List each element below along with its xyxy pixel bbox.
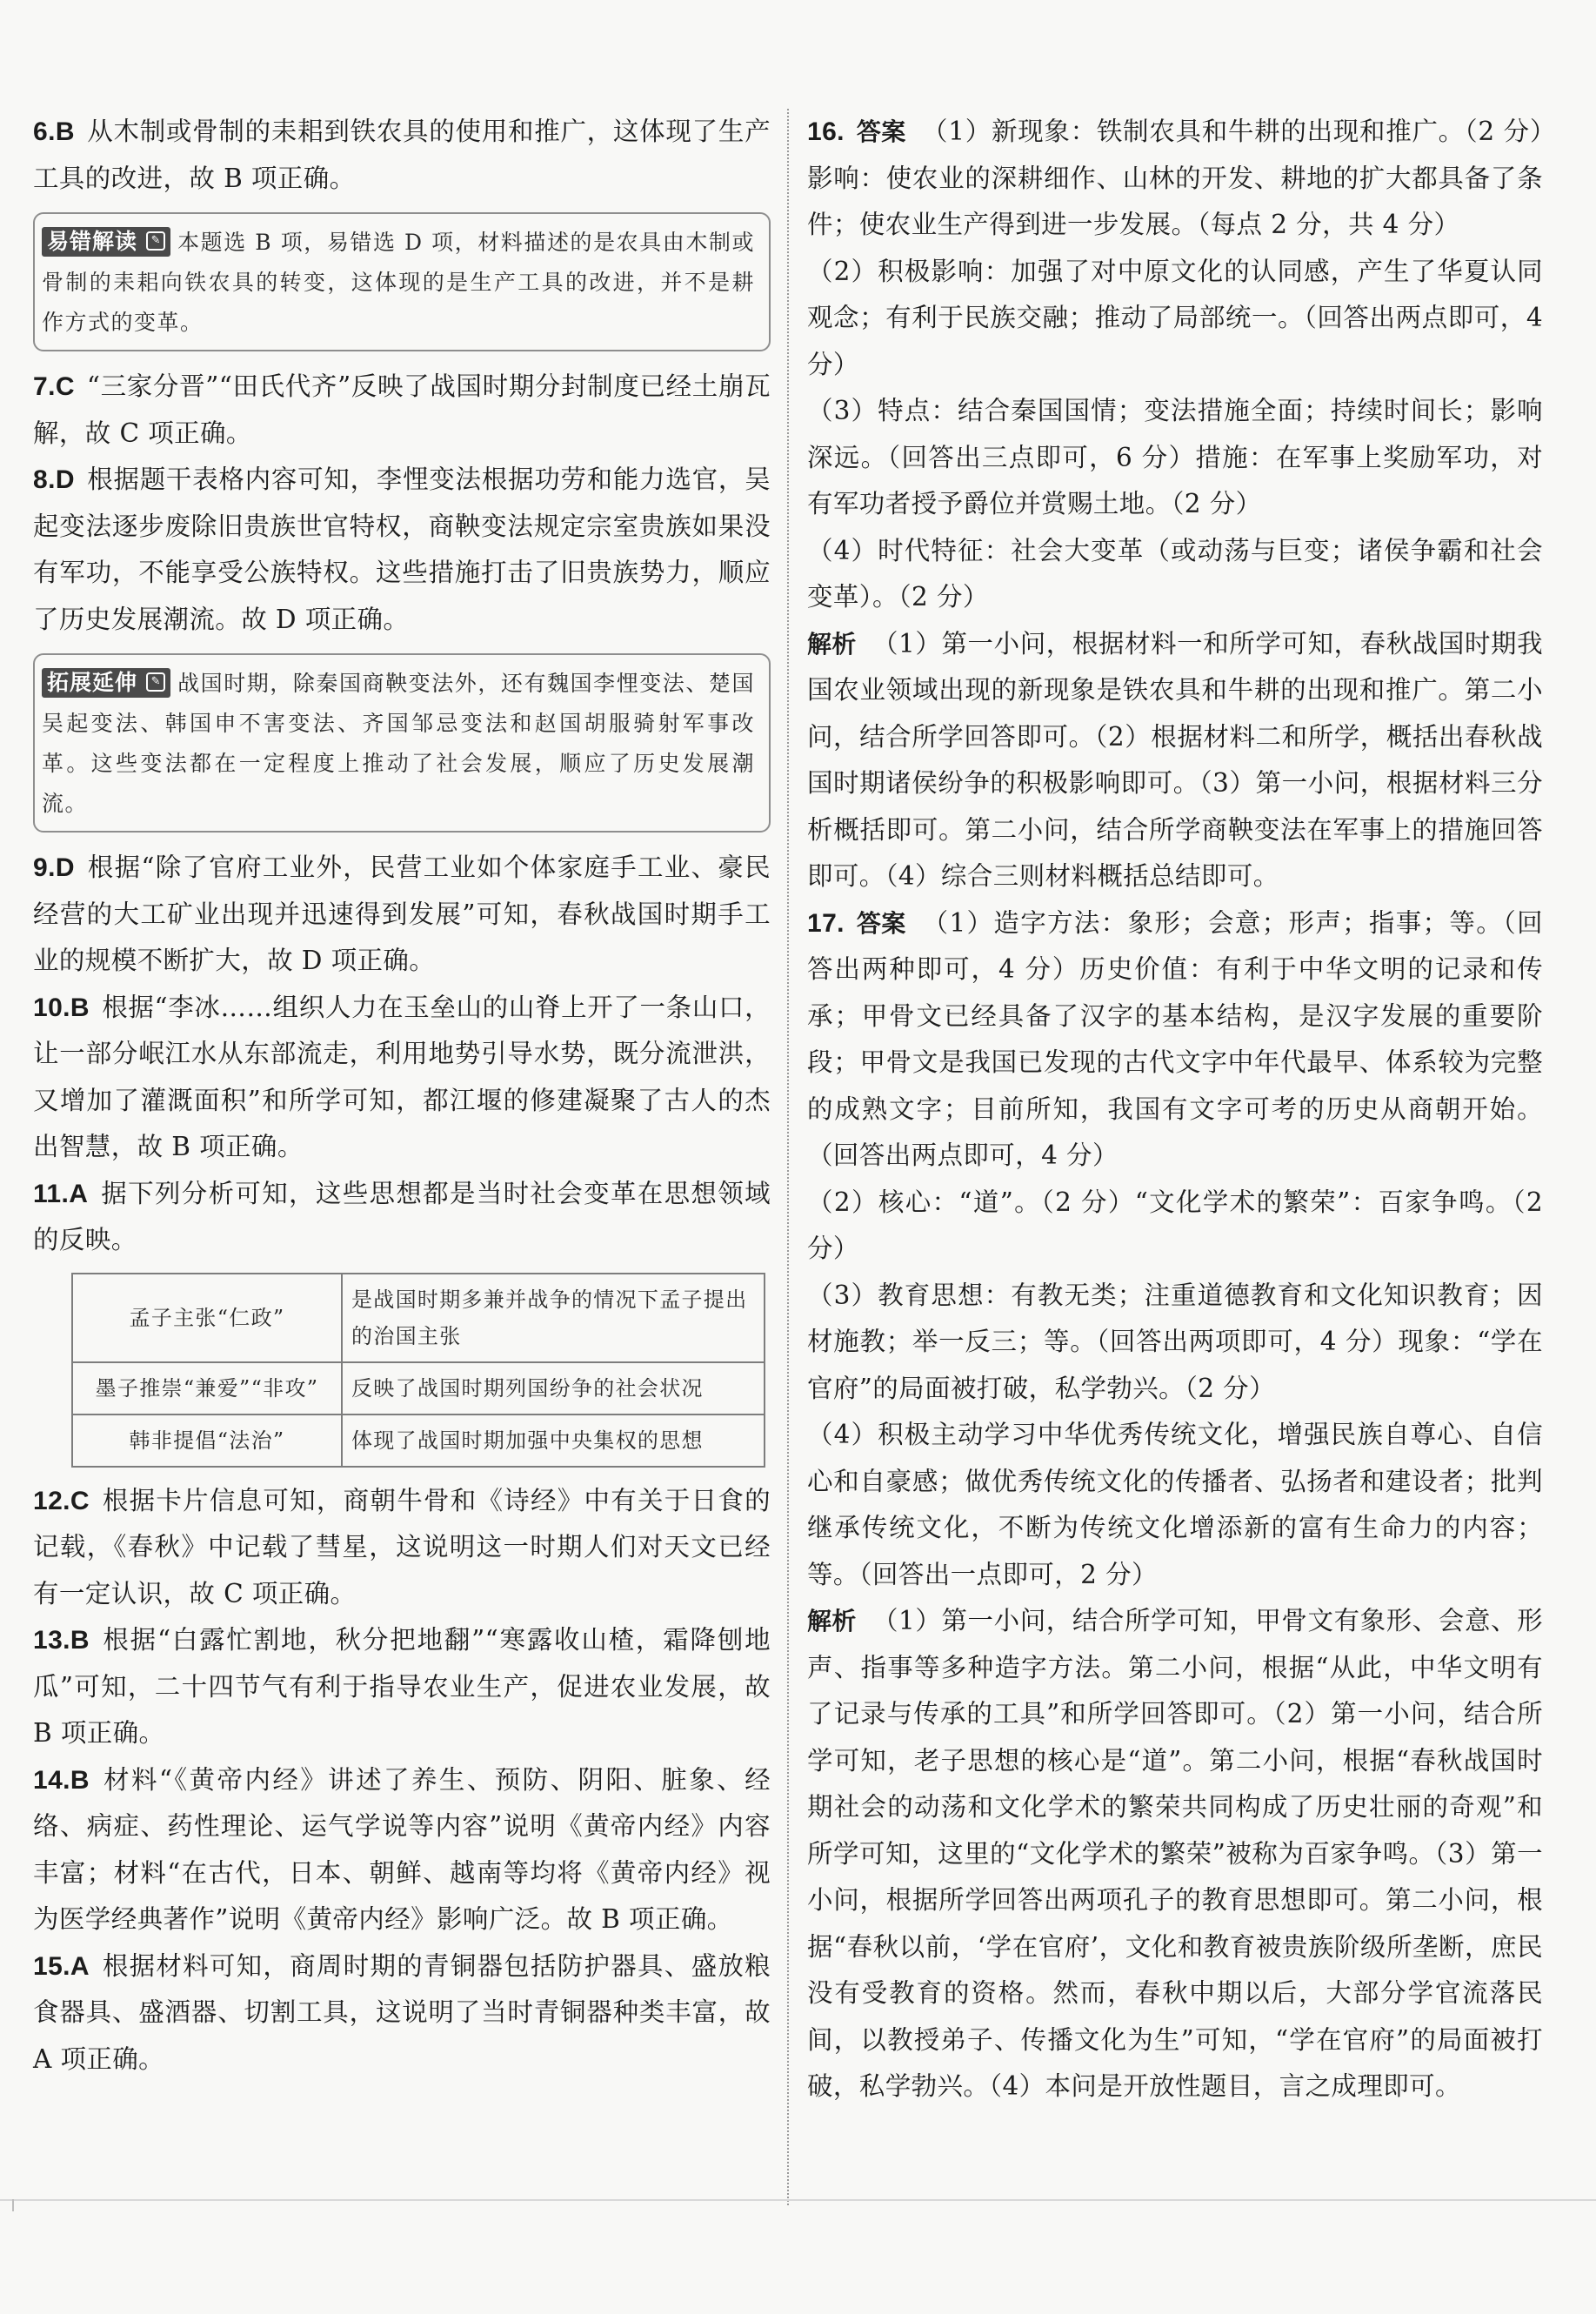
- book-icon: ✎: [146, 672, 165, 692]
- question-number: 14.B: [33, 1765, 90, 1795]
- right-column: [807, 109, 1543, 2110]
- answer-text: 根据卡片信息可知，商朝牛骨和《诗经》中有关于日食的记载，《春秋》中记载了彗星，这说明这一时期人们对天文已经有一定认识，故 C 项正确。: [33, 1485, 771, 1608]
- analysis-text: （1）第一小问，结合所学可知，甲骨文有象形、会意、形声、指事等多种造字方法。第二小问，根据“从此，中华文明有了记录与传承的工具”和所学回答即可。（2）第一小问，结合所学可知，老子思想的核心是“道”。第二小问，根据“春秋战国时期社会的动荡和文化学术的繁荣共同构成了历史壮丽的奇观”和所学可知，这里的“文化学术的繁荣”被称为百家争鸣。（3）第一小问，根据所学回答出两项孔子的教育思想即可。第二小问，根据“春秋以前，‘学在官府’，文化和教育被贵族阶级所垄断，庶民没有受教育的资格。然而，春秋中期以后，大部分学官流落民间，以教授弟子、传播文化为生”可知，“学在官府”的局面被打破，私学勃兴。（4）本问是开放性题目，言之成理即可。: [807, 1606, 1543, 2101]
- answer-text: 根据“除了官府工业外，民营工业如个体家庭手工业、豪民经营的大工矿业出现并迅速得到发展”可知，春秋战国时期手工业的规模不断扩大，故 D 项正确。: [33, 853, 771, 975]
- answer-14: [33, 1757, 771, 1943]
- answer-7: [33, 364, 771, 457]
- answer-text: （4）时代特征：社会大变革（或动荡与巨变；诸侯争霸和社会变革）。（2 分）: [807, 535, 1543, 612]
- analysis-label: 解析: [807, 1607, 857, 1635]
- answer-text: 从木制或骨制的耒耜到铁农具的使用和推广，这体现了生产工具的改进，故 B 项正确。: [33, 117, 771, 193]
- answer-17-part-1: [807, 900, 1543, 1180]
- analysis-16: [807, 621, 1543, 900]
- answer-8: [33, 457, 771, 643]
- answer-16-part-3: [807, 388, 1543, 528]
- table-row: [72, 1362, 765, 1414]
- answer-text: （1）新现象：铁制农具和牛耕的出现和推广。（2 分）影响：使农业的深耕细作、山林的开发、耕地的扩大都具备了条件；使农业生产得到进一步发展。（每点 2 分，共 4 分）: [807, 117, 1543, 239]
- answer-17-part-3: [807, 1273, 1543, 1413]
- question-number: 15.A: [33, 1951, 90, 1981]
- question-number: 12.C: [33, 1486, 90, 1515]
- answer-text: 根据材料可知，商周时期的青铜器包括防护器具、盛放粮食器具、盛酒器、切割工具，这说明了当时青铜器种类丰富，故 A 项正确。: [33, 1950, 771, 2074]
- answer-text: （4）积极主动学习中华优秀传统文化，增强民族自尊心、自信心和自豪感；做优秀传统文化的传播者、弘扬者和建设者；批判继承传统文化，不断为传统文化增添新的富有生命力的内容；等。（回答出一点即可，2 分）: [807, 1420, 1543, 1589]
- answer-text: （2）核心：“道”。（2 分）“文化学术的繁荣”：百家争鸣。（2 分）: [807, 1187, 1543, 1263]
- book-icon: ✎: [146, 231, 165, 251]
- answer-17-part-4: [807, 1412, 1543, 1598]
- answer-text: 材料“《黄帝内经》讲述了养生、预防、阴阳、脏象、经络、病症、药性理论、运气学说等内容”说明《黄帝内经》内容丰富；材料“在古代，日本、朝鲜、越南等均将《黄帝内经》视为医学经典著作”说明《黄帝内经》影响广泛。故 B 项正确。: [33, 1764, 771, 1934]
- answer-13: [33, 1617, 771, 1757]
- box-text: 战国时期，除秦国商鞅变法外，还有魏国李悝变法、楚国吴起变法、韩国申不害变法、齐国邹忌变法和赵国胡服骑射军事改革。这些变法都在一定程度上推动了社会发展，顺应了历史发展潮流。: [42, 671, 755, 816]
- question-number: 11.A: [33, 1179, 89, 1208]
- question-number: 17.: [807, 908, 845, 938]
- answer-text: 据下列分析可知，这些思想都是当时社会变革在思想领域的反映。: [33, 1178, 771, 1254]
- analysis-label: 解析: [807, 629, 857, 659]
- answer-text: （3）特点：结合秦国国情；变法措施全面；持续时间长；影响深远。（回答出三点即可，6 分）措施：在军事上奖励军功，对有军功者授予爵位并赏赐土地。（2 分）: [807, 396, 1543, 518]
- answer-15: [33, 1943, 771, 2083]
- question-number: 16.: [807, 117, 845, 146]
- bottom-rule: [0, 2199, 1596, 2201]
- answer-text: （3）教育思想：有教无类；注重道德教育和文化知识教育；因材施教；举一反三；等。（回答出两项即可，4 分）现象：“学在官府”的局面被打破，私学勃兴。（2 分）: [807, 1280, 1543, 1403]
- answer-text: 根据题干表格内容可知，李悝变法根据功劳和能力选官，吴起变法逐步废除旧贵族世官特权，商鞅变法规定宗室贵族如果没有军功，不能享受公族特权。这些措施打击了旧贵族势力，顺应了历史发展潮流。故 D 项正确。: [33, 465, 771, 634]
- analysis-text: （1）第一小问，根据材料一和所学可知，春秋战国时期我国农业领域出现的新现象是铁农具和牛耕的出现和推广。第二小问，结合所学回答即可。（2）根据材料二和所学，概括出春秋战国时期诸侯纷争的积极影响即可。（3）第一小问，根据材料三分析概括即可。第二小问，结合所学商鞅变法在军事上的措施回答即可。（4）综合三则材料概括总结即可。: [807, 628, 1543, 891]
- answer-17-part-2: [807, 1180, 1543, 1273]
- answer-16-part-4: [807, 528, 1543, 621]
- answer-6: [33, 109, 771, 202]
- table-cell: 是战国时期多兼并战争的情况下孟子提出的治国主张: [342, 1274, 765, 1362]
- extension-badge: [42, 668, 170, 698]
- table-cell: 孟子主张“仁政”: [72, 1274, 342, 1362]
- answer-text: 根据“白露忙割地，秋分把地翻”“寒露收山楂，霜降刨地瓜”可知，二十四节气有利于指导农业生产，促进农业发展，故 B 项正确。: [33, 1625, 771, 1748]
- table-cell: 韩非提倡“法治”: [72, 1414, 342, 1467]
- error-analysis-badge: [42, 227, 170, 257]
- error-analysis-box: [33, 212, 771, 351]
- question-number: 6.B: [33, 117, 75, 146]
- left-column: [33, 109, 771, 2083]
- table-cell: 反映了战国时期列国纷争的社会状况: [342, 1362, 765, 1414]
- badge-label: 易错解读: [47, 229, 138, 254]
- box-text: 本题选 B 项，易错选 D 项，材料描述的是农具由木制或骨制的耒耜向铁农具的转变，这体现的是生产工具的改进，并不是耕作方式的变革。: [42, 230, 755, 335]
- badge-label: 拓展延伸: [47, 670, 138, 695]
- answer-16-part-2: [807, 249, 1543, 389]
- answer-9: [33, 845, 771, 985]
- answer-text: （1）造字方法：象形；会意；形声；指事；等。（回答出两种即可，4 分）历史价值：有利于中华文明的记录和传承；甲骨文已经具备了汉字的基本结构，是汉字发展的重要阶段；甲骨文是我国已发现的古代文字中年代最早、体系较为完整的成熟文字；目前所知，我国有文字可考的历史从商朝开始。（回答出两点即可，4 分）: [807, 907, 1543, 1170]
- table-cell: 墨子推崇“兼爱”“非攻”: [72, 1362, 342, 1414]
- question-number: 8.D: [33, 465, 75, 494]
- corner-tick: [12, 2199, 14, 2211]
- answer-text: （2）积极影响：加强了对中原文化的认同感，产生了华夏认同观念；有利于民族交融；推动了局部统一。（回答出两点即可，4 分）: [807, 256, 1543, 379]
- column-divider: [787, 109, 789, 2205]
- extension-box: [33, 653, 771, 833]
- question-number: 9.D: [33, 853, 75, 882]
- answer-text: 根据“李冰……组织人力在玉垒山的山脊上开了一条山口，让一部分岷江水从东部流走，利用地势引导水势，既分流泄洪，又增加了灌溉面积”和所学可知，都江堰的修建凝聚了古人的杰出智慧，故 B 项正确。: [33, 992, 771, 1161]
- answer-label: 答案: [856, 117, 906, 146]
- thought-analysis-table: [71, 1273, 765, 1468]
- table-cell: 体现了战国时期加强中央集权的思想: [342, 1414, 765, 1467]
- answer-label: 答案: [856, 908, 906, 938]
- table-row: [72, 1274, 765, 1362]
- table-row: [72, 1414, 765, 1467]
- answer-12: [33, 1478, 771, 1618]
- answer-10: [33, 985, 771, 1171]
- question-number: 13.B: [33, 1626, 90, 1655]
- answer-11: [33, 1171, 771, 1264]
- question-number: 7.C: [33, 372, 75, 401]
- analysis-17: [807, 1598, 1543, 2110]
- question-number: 10.B: [33, 993, 90, 1022]
- answer-16-part-1: [807, 109, 1543, 249]
- answer-text: “三家分晋”“田氏代齐”反映了战国时期分封制度已经土崩瓦解，故 C 项正确。: [33, 371, 771, 448]
